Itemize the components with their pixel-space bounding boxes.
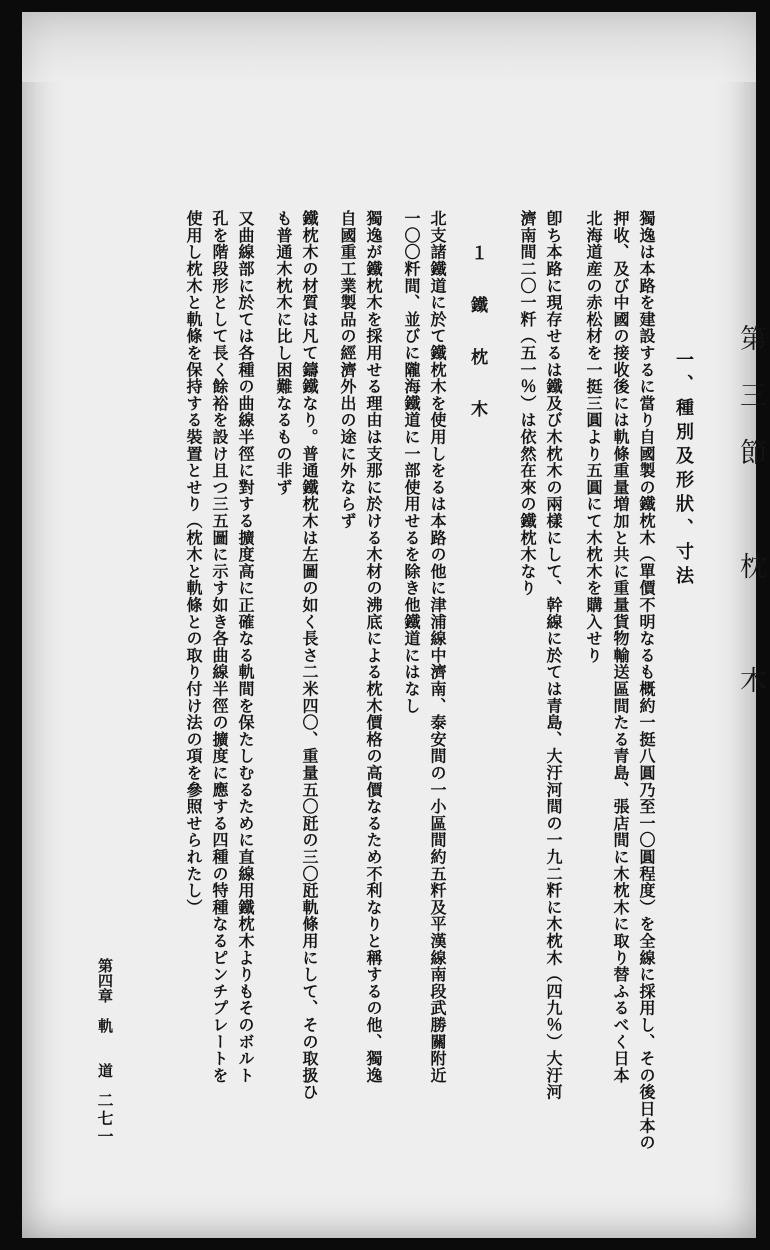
item-line: 又曲線部に於ては各種の曲線半徑に對する擴度高に正確なる軌間を保たしむるために直線用鐵枕木よりもそのボルト [236,210,255,1084]
item-line: 獨逸が鐵枕木を採用せる理由は支那に於ける木材の沸底による枕木價格の高價なるため不利なりと稱するの他、獨逸 [364,210,383,1084]
section-title: 第三節 枕 木 [735,324,766,723]
item-line: も普通木枕木に比し困難なるもの非ず [274,210,293,496]
page-number: 二七一 [95,1092,114,1146]
item-line: 北支諸鐵道に於て鐵枕木を使用しをるは本路の他に津浦線中濟南、泰安間の一小區間約五粁及平漢線南段武勝關附近 [428,210,447,1084]
paragraph-line: 卽ち本路に現存せるは鐵及び木枕木の兩樣にして、幹線に於ては青島、大汙河間の一九二粁に木枕木（四九％）大汙河 [544,210,563,1101]
item-heading: １ 鐵 枕 木 [467,244,487,426]
subsection-title: 一、種別及形狀、寸法 [673,350,694,590]
item-line: 鐵枕木の材質は凡て鑄鐵なり。普通鐵枕木は左圖の如く長さ二米四〇、重量五〇瓩の三〇瓩軌條用にして、その取扱ひ [300,210,319,1101]
paragraph-line: 獨逸は本路を建設するに當り自國製の鐵枕木（單價不明なるも概約一挺八圓乃至一〇圓程度）を全線に採用し、その後日本の [637,210,656,1151]
item-line: 孔を階段形として長く餘裕を設け且つ三五圖に示す如き各曲線半徑の擴度に應する四種の特種なるピンチプレートを [210,210,229,1084]
paragraph-line: 北海道産の赤松材を一挺三圓より五圓にて木枕木を購入せり [584,210,603,664]
item-line: 使用し枕木と軌條を保持する裝置とせり（枕木と軌條との取り付け法の項を參照せられたし） [184,210,203,916]
item-line: 一〇〇粁間、並びに隴海鐵道に一部使用せるを除き他鐵道にはなし [402,210,421,714]
chapter-footer: 第四章 軌 道 [96,958,114,1078]
paragraph-line: 濟南間二〇一粁（五一％）は依然在來の鐵枕木なり [518,210,537,597]
paragraph-line: 押收、及び中國の接收後には軌條重量増加と共に重量貨物輸送區間たる青島、張店間に木枕木に取り替ふるべく日本 [611,210,630,1084]
document-page [22,12,766,1238]
item-line: 自國重工業製品の經濟外出の途に外ならず [338,210,357,530]
